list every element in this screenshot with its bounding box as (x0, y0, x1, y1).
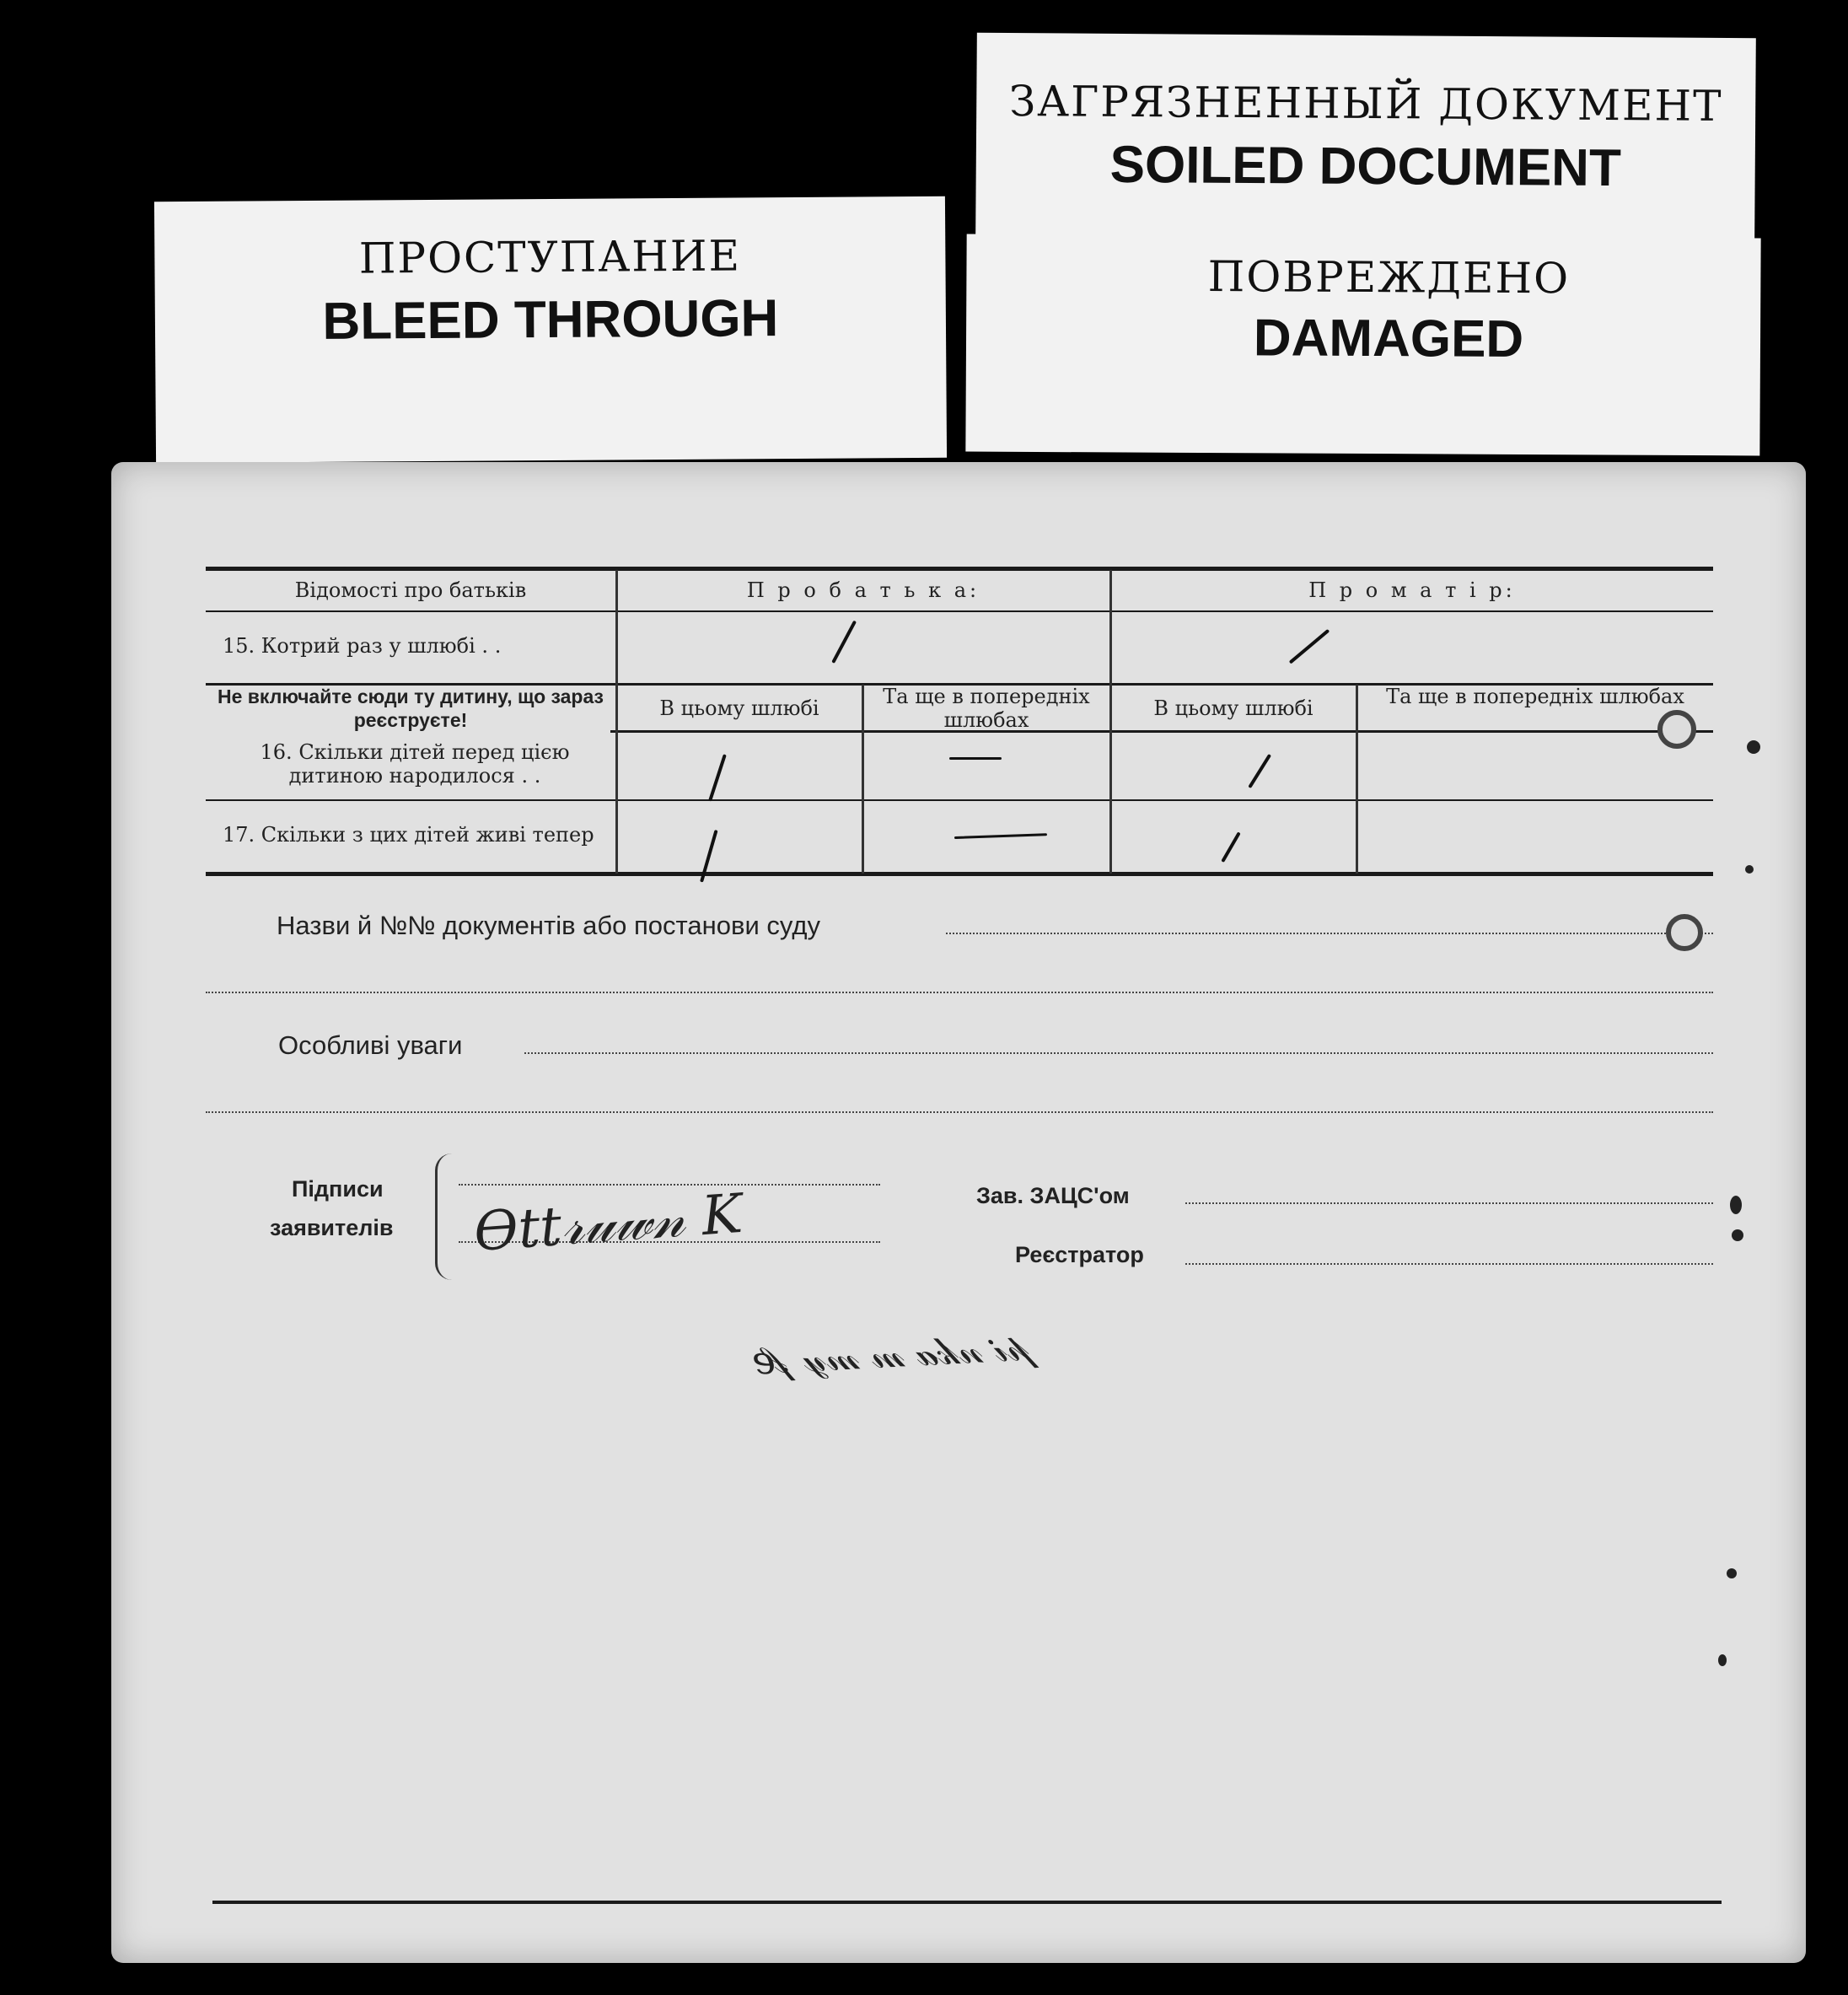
header-about-mother: П р о м а т і р: (1308, 578, 1516, 602)
row15-mother-mark (1289, 629, 1330, 664)
ink-blot (1745, 865, 1754, 874)
table-divider-mother (1356, 685, 1358, 874)
row17-label: 17. Скільки з цих дітей живі тепер (223, 823, 594, 847)
notes-line-2 (206, 1111, 1713, 1113)
sub-previous-marriages-mother: Та ще в попередніх шлюбах (1386, 685, 1684, 708)
registrar-line (1185, 1263, 1713, 1265)
table-header-rule (206, 610, 1713, 612)
soiled-tag-ru: ЗАГРЯЗНЕННЫЙ ДОКУМЕНТ (1008, 77, 1723, 131)
notes-label: Особливі уваги (278, 1030, 463, 1060)
row16-mother-this-mark (1248, 754, 1271, 788)
ink-blot (1730, 1196, 1742, 1214)
bleed-tag-ru: ПРОСТУПАНИЕ (358, 231, 742, 283)
head-label: Зав. ЗАЦС'ом (976, 1183, 1130, 1208)
bottom-rule (212, 1901, 1722, 1904)
binding-hole (1666, 914, 1703, 951)
table-top-rule (206, 567, 1713, 571)
table-divider-left (615, 570, 618, 874)
head-line (1185, 1202, 1713, 1204)
registrar-label: Реєстратор (1015, 1242, 1144, 1267)
row16-father-this-mark (708, 754, 727, 801)
row16-father-prev-dash (949, 757, 1002, 760)
row16-label: 16. Скільки дітей перед цією дитиною народилося . . (260, 740, 570, 788)
row15-father-mark (831, 621, 857, 664)
signatures-label-2: заявителів (270, 1215, 394, 1240)
binding-hole (1657, 710, 1696, 749)
signature-line-1 (459, 1184, 880, 1186)
table-rule-16 (206, 799, 1713, 801)
ink-blot (1747, 740, 1760, 754)
table-divider-middle (1109, 570, 1112, 874)
damaged-tag (965, 234, 1760, 456)
bleed-through-handwriting: 𝓅𝒾 𝓃𝓀𝒶 𝓂 𝓂𝓎 𝒻𝑒 (750, 1323, 1038, 1384)
bleed-through-tag (154, 196, 947, 464)
row17-father-prev-dash (954, 833, 1047, 839)
row17-mother-this-mark (1221, 831, 1240, 863)
row15-label: 15. Котрий раз у шлюбі . . (223, 634, 502, 658)
documents-label: Назви й №№ документів або постанови суду (277, 911, 820, 940)
sub-this-marriage-mother: В цьому шлюбі (1153, 696, 1313, 720)
ink-blot (1732, 1229, 1743, 1241)
bleed-tag-en: BLEED THROUGH (322, 289, 779, 351)
signatures-label-1: Підписи (292, 1176, 384, 1202)
damaged-tag-en: DAMAGED (1253, 309, 1524, 368)
table-subheader-rule (610, 730, 1713, 733)
signatures-brace (435, 1153, 454, 1280)
sub-this-marriage-father: В цьому шлюбі (659, 696, 819, 720)
damaged-tag-ru: ПОВРЕЖДЕНО (1207, 252, 1571, 304)
documents-line-1 (946, 933, 1713, 934)
note-exclude-child: Не включайте сюди ту дитину, що зараз реєструєте! (217, 686, 604, 731)
notes-line-1 (524, 1052, 1713, 1054)
header-about-father: П р о б а т ь к а: (746, 578, 980, 602)
sub-previous-marriages-father: Та ще в попередніх шлюбах (883, 685, 1090, 732)
table-bottom-rule (206, 872, 1713, 876)
header-parents-info: Відомості про батьків (294, 578, 527, 602)
applicant-signature: Ѳ𝑡𝑡𝓇𝓊𝓌𝓃 K (471, 1182, 744, 1265)
soiled-document-tag (975, 33, 1756, 240)
soiled-tag-en: SOILED DOCUMENT (1109, 135, 1622, 198)
documents-line-2 (206, 992, 1713, 993)
ink-blot (1718, 1654, 1727, 1666)
ink-blot (1727, 1568, 1737, 1578)
document-sheet (111, 462, 1806, 1963)
